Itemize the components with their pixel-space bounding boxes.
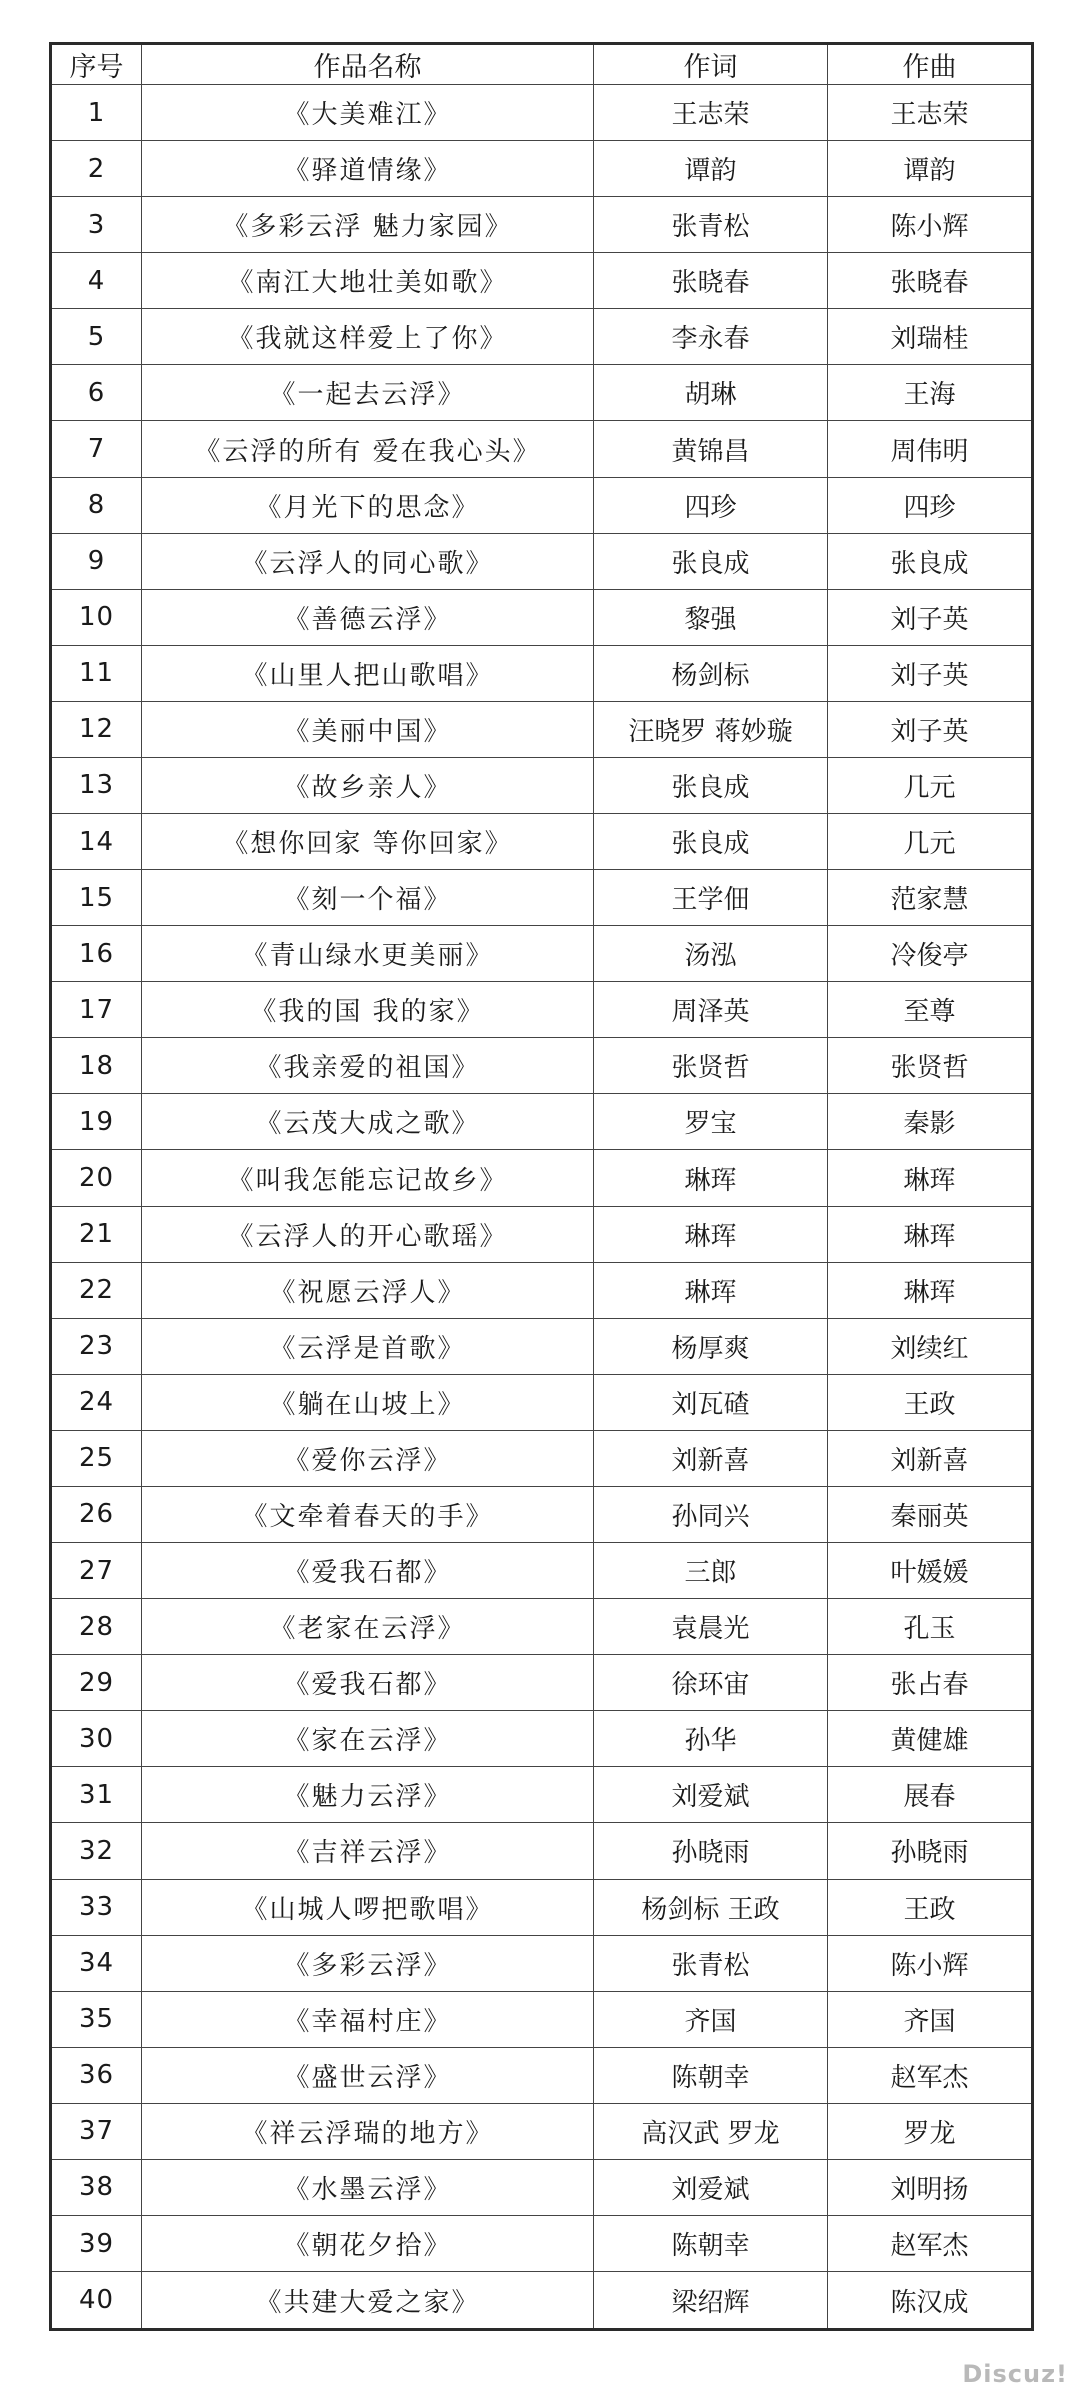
lyricist: 张良成	[594, 533, 828, 589]
song-title: 《大美难江》	[142, 85, 594, 141]
watermark-text: Discuz!	[962, 2360, 1068, 2388]
table-row	[51, 1318, 1033, 1374]
composer: 周伟明	[828, 421, 1033, 477]
lyricist: 胡琳	[594, 365, 828, 421]
row-number: 18	[51, 1038, 142, 1094]
lyricist: 张青松	[594, 197, 828, 253]
table-row	[51, 814, 1033, 870]
composer: 刘明扬	[828, 2159, 1033, 2215]
lyricist: 孙同兴	[594, 1486, 828, 1542]
composer: 黄健雄	[828, 1711, 1033, 1767]
table-row	[51, 701, 1033, 757]
song-title: 《水墨云浮》	[142, 2159, 594, 2215]
row-number: 17	[51, 982, 142, 1038]
row-number: 12	[51, 701, 142, 757]
song-title: 《家在云浮》	[142, 1711, 594, 1767]
table-row	[51, 253, 1033, 309]
row-number: 13	[51, 757, 142, 813]
song-title: 《我亲爱的祖国》	[142, 1038, 594, 1094]
lyricist: 孙晓雨	[594, 1823, 828, 1879]
composer: 四珍	[828, 477, 1033, 533]
composer: 陈小辉	[828, 1935, 1033, 1991]
table-row	[51, 1879, 1033, 1935]
table-row	[51, 1038, 1033, 1094]
header-title: 作品名称	[142, 44, 594, 85]
row-number: 34	[51, 1935, 142, 1991]
table-row	[51, 533, 1033, 589]
song-title: 《云浮人的同心歌》	[142, 533, 594, 589]
composer: 张占春	[828, 1655, 1033, 1711]
composer: 王政	[828, 1879, 1033, 1935]
song-title: 《我就这样爱上了你》	[142, 309, 594, 365]
table-row	[51, 1599, 1033, 1655]
lyricist: 杨剑标	[594, 645, 828, 701]
row-number: 40	[51, 2272, 142, 2330]
lyricist: 张贤哲	[594, 1038, 828, 1094]
row-number: 1	[51, 85, 142, 141]
table-row	[51, 2103, 1033, 2159]
row-number: 25	[51, 1430, 142, 1486]
composer: 展春	[828, 1767, 1033, 1823]
table-row	[51, 2159, 1033, 2215]
header-row	[51, 44, 1033, 85]
lyricist: 袁晨光	[594, 1599, 828, 1655]
table-row	[51, 141, 1033, 197]
header-lyricist: 作词	[594, 44, 828, 85]
song-title: 《多彩云浮》	[142, 1935, 594, 1991]
composer: 张贤哲	[828, 1038, 1033, 1094]
table-row	[51, 85, 1033, 141]
table-row	[51, 421, 1033, 477]
song-title: 《驿道情缘》	[142, 141, 594, 197]
table-row	[51, 1543, 1033, 1599]
composer: 秦丽英	[828, 1486, 1033, 1542]
row-number: 26	[51, 1486, 142, 1542]
row-number: 6	[51, 365, 142, 421]
lyricist: 张良成	[594, 814, 828, 870]
composer: 刘续红	[828, 1318, 1033, 1374]
song-title: 《想你回家 等你回家》	[142, 814, 594, 870]
row-number: 7	[51, 421, 142, 477]
song-title: 《共建大爱之家》	[142, 2272, 594, 2330]
lyricist: 王学佃	[594, 870, 828, 926]
composer: 齐国	[828, 1991, 1033, 2047]
song-title: 《我的国 我的家》	[142, 982, 594, 1038]
row-number: 9	[51, 533, 142, 589]
table-row	[51, 1486, 1033, 1542]
lyricist: 琳珲	[594, 1150, 828, 1206]
composer: 王政	[828, 1374, 1033, 1430]
header-number: 序号	[51, 44, 142, 85]
lyricist: 高汉武 罗龙	[594, 2103, 828, 2159]
composer: 谭韵	[828, 141, 1033, 197]
lyricist: 齐国	[594, 1991, 828, 2047]
row-number: 24	[51, 1374, 142, 1430]
song-title: 《叫我怎能忘记故乡》	[142, 1150, 594, 1206]
row-number: 39	[51, 2215, 142, 2271]
lyricist: 张晓春	[594, 253, 828, 309]
header-composer: 作曲	[828, 44, 1033, 85]
lyricist: 陈朝幸	[594, 2215, 828, 2271]
table-row	[51, 309, 1033, 365]
row-number: 14	[51, 814, 142, 870]
song-title: 《云茂大成之歌》	[142, 1094, 594, 1150]
table-row	[51, 477, 1033, 533]
table-row	[51, 2047, 1033, 2103]
lyricist: 琳珲	[594, 1262, 828, 1318]
composer: 陈小辉	[828, 197, 1033, 253]
table-row	[51, 2215, 1033, 2271]
table-row	[51, 197, 1033, 253]
composer: 琳珲	[828, 1262, 1033, 1318]
table-row	[51, 757, 1033, 813]
row-number: 23	[51, 1318, 142, 1374]
lyricist: 陈朝幸	[594, 2047, 828, 2103]
composer: 罗龙	[828, 2103, 1033, 2159]
song-title: 《月光下的思念》	[142, 477, 594, 533]
table-row	[51, 589, 1033, 645]
lyricist: 汤泓	[594, 926, 828, 982]
row-number: 21	[51, 1206, 142, 1262]
song-title: 《南江大地壮美如歌》	[142, 253, 594, 309]
song-title: 《云浮人的开心歌瑶》	[142, 1206, 594, 1262]
song-title: 《爱你云浮》	[142, 1430, 594, 1486]
row-number: 27	[51, 1543, 142, 1599]
row-number: 31	[51, 1767, 142, 1823]
lyricist: 黎强	[594, 589, 828, 645]
song-title: 《盛世云浮》	[142, 2047, 594, 2103]
row-number: 22	[51, 1262, 142, 1318]
composer: 王志荣	[828, 85, 1033, 141]
row-number: 37	[51, 2103, 142, 2159]
composer: 几元	[828, 814, 1033, 870]
row-number: 19	[51, 1094, 142, 1150]
lyricist: 杨厚爽	[594, 1318, 828, 1374]
lyricist: 刘爱斌	[594, 2159, 828, 2215]
lyricist: 杨剑标 王政	[594, 1879, 828, 1935]
song-title: 《祝愿云浮人》	[142, 1262, 594, 1318]
row-number: 29	[51, 1655, 142, 1711]
row-number: 35	[51, 1991, 142, 2047]
lyricist: 四珍	[594, 477, 828, 533]
composer: 刘子英	[828, 589, 1033, 645]
table-row	[51, 365, 1033, 421]
composer: 琳珲	[828, 1206, 1033, 1262]
table-row	[51, 1150, 1033, 1206]
row-number: 8	[51, 477, 142, 533]
song-title: 《山城人啰把歌唱》	[142, 1879, 594, 1935]
table-row	[51, 926, 1033, 982]
lyricist: 罗宝	[594, 1094, 828, 1150]
composer: 叶媛媛	[828, 1543, 1033, 1599]
song-title: 《善德云浮》	[142, 589, 594, 645]
row-number: 30	[51, 1711, 142, 1767]
song-title: 《美丽中国》	[142, 701, 594, 757]
composer: 几元	[828, 757, 1033, 813]
song-title: 《祥云浮瑞的地方》	[142, 2103, 594, 2159]
table-row	[51, 1094, 1033, 1150]
lyricist: 汪晓罗 蒋妙璇	[594, 701, 828, 757]
table-row	[51, 1262, 1033, 1318]
composer: 赵军杰	[828, 2047, 1033, 2103]
song-title: 《刻一个福》	[142, 870, 594, 926]
song-title: 《云浮的所有 爱在我心头》	[142, 421, 594, 477]
row-number: 15	[51, 870, 142, 926]
song-title: 《魅力云浮》	[142, 1767, 594, 1823]
composer: 赵军杰	[828, 2215, 1033, 2271]
composer: 刘新喜	[828, 1430, 1033, 1486]
row-number: 38	[51, 2159, 142, 2215]
song-title: 《一起去云浮》	[142, 365, 594, 421]
table-header	[51, 44, 1033, 85]
row-number: 36	[51, 2047, 142, 2103]
lyricist: 徐环宙	[594, 1655, 828, 1711]
table-row	[51, 645, 1033, 701]
table-row	[51, 1767, 1033, 1823]
lyricist: 三郎	[594, 1543, 828, 1599]
table-row	[51, 982, 1033, 1038]
table-row	[51, 1935, 1033, 1991]
lyricist: 刘爱斌	[594, 1767, 828, 1823]
lyricist: 孙华	[594, 1711, 828, 1767]
lyricist: 梁绍辉	[594, 2272, 828, 2330]
lyricist: 谭韵	[594, 141, 828, 197]
row-number: 28	[51, 1599, 142, 1655]
composer: 至尊	[828, 982, 1033, 1038]
composer: 张良成	[828, 533, 1033, 589]
row-number: 33	[51, 1879, 142, 1935]
song-title: 《躺在山坡上》	[142, 1374, 594, 1430]
table-row	[51, 1823, 1033, 1879]
song-title: 《吉祥云浮》	[142, 1823, 594, 1879]
composer: 琳珲	[828, 1150, 1033, 1206]
table-row	[51, 870, 1033, 926]
table-row	[51, 1991, 1033, 2047]
lyricist: 周泽英	[594, 982, 828, 1038]
lyricist: 黄锦昌	[594, 421, 828, 477]
lyricist: 张青松	[594, 1935, 828, 1991]
composer: 王海	[828, 365, 1033, 421]
song-title: 《云浮是首歌》	[142, 1318, 594, 1374]
row-number: 20	[51, 1150, 142, 1206]
song-title: 《青山绿水更美丽》	[142, 926, 594, 982]
song-title: 《爱我石都》	[142, 1655, 594, 1711]
row-number: 3	[51, 197, 142, 253]
song-title: 《文牵着春天的手》	[142, 1486, 594, 1542]
composer: 冷俊亭	[828, 926, 1033, 982]
composer: 秦影	[828, 1094, 1033, 1150]
song-title: 《山里人把山歌唱》	[142, 645, 594, 701]
table-row	[51, 1374, 1033, 1430]
composer: 孔玉	[828, 1599, 1033, 1655]
song-title: 《多彩云浮 魅力家园》	[142, 197, 594, 253]
row-number: 11	[51, 645, 142, 701]
composer: 范家慧	[828, 870, 1033, 926]
song-title: 《故乡亲人》	[142, 757, 594, 813]
table-row	[51, 1206, 1033, 1262]
row-number: 16	[51, 926, 142, 982]
song-title: 《朝花夕拾》	[142, 2215, 594, 2271]
composer: 刘瑞桂	[828, 309, 1033, 365]
row-number: 10	[51, 589, 142, 645]
composer: 刘子英	[828, 645, 1033, 701]
row-number: 2	[51, 141, 142, 197]
row-number: 5	[51, 309, 142, 365]
table-row	[51, 1711, 1033, 1767]
lyricist: 李永春	[594, 309, 828, 365]
song-list-table	[49, 42, 1034, 2331]
composer: 张晓春	[828, 253, 1033, 309]
lyricist: 王志荣	[594, 85, 828, 141]
song-title: 《老家在云浮》	[142, 1599, 594, 1655]
lyricist: 刘新喜	[594, 1430, 828, 1486]
table-row	[51, 1655, 1033, 1711]
lyricist: 张良成	[594, 757, 828, 813]
composer: 刘子英	[828, 701, 1033, 757]
composer: 孙晓雨	[828, 1823, 1033, 1879]
table-row	[51, 1430, 1033, 1486]
composer: 陈汉成	[828, 2272, 1033, 2330]
lyricist: 刘瓦碴	[594, 1374, 828, 1430]
row-number: 32	[51, 1823, 142, 1879]
table-row	[51, 2272, 1033, 2330]
song-title: 《爱我石都》	[142, 1543, 594, 1599]
lyricist: 琳珲	[594, 1206, 828, 1262]
song-title: 《幸福村庄》	[142, 1991, 594, 2047]
row-number: 4	[51, 253, 142, 309]
table-body	[51, 85, 1033, 2330]
